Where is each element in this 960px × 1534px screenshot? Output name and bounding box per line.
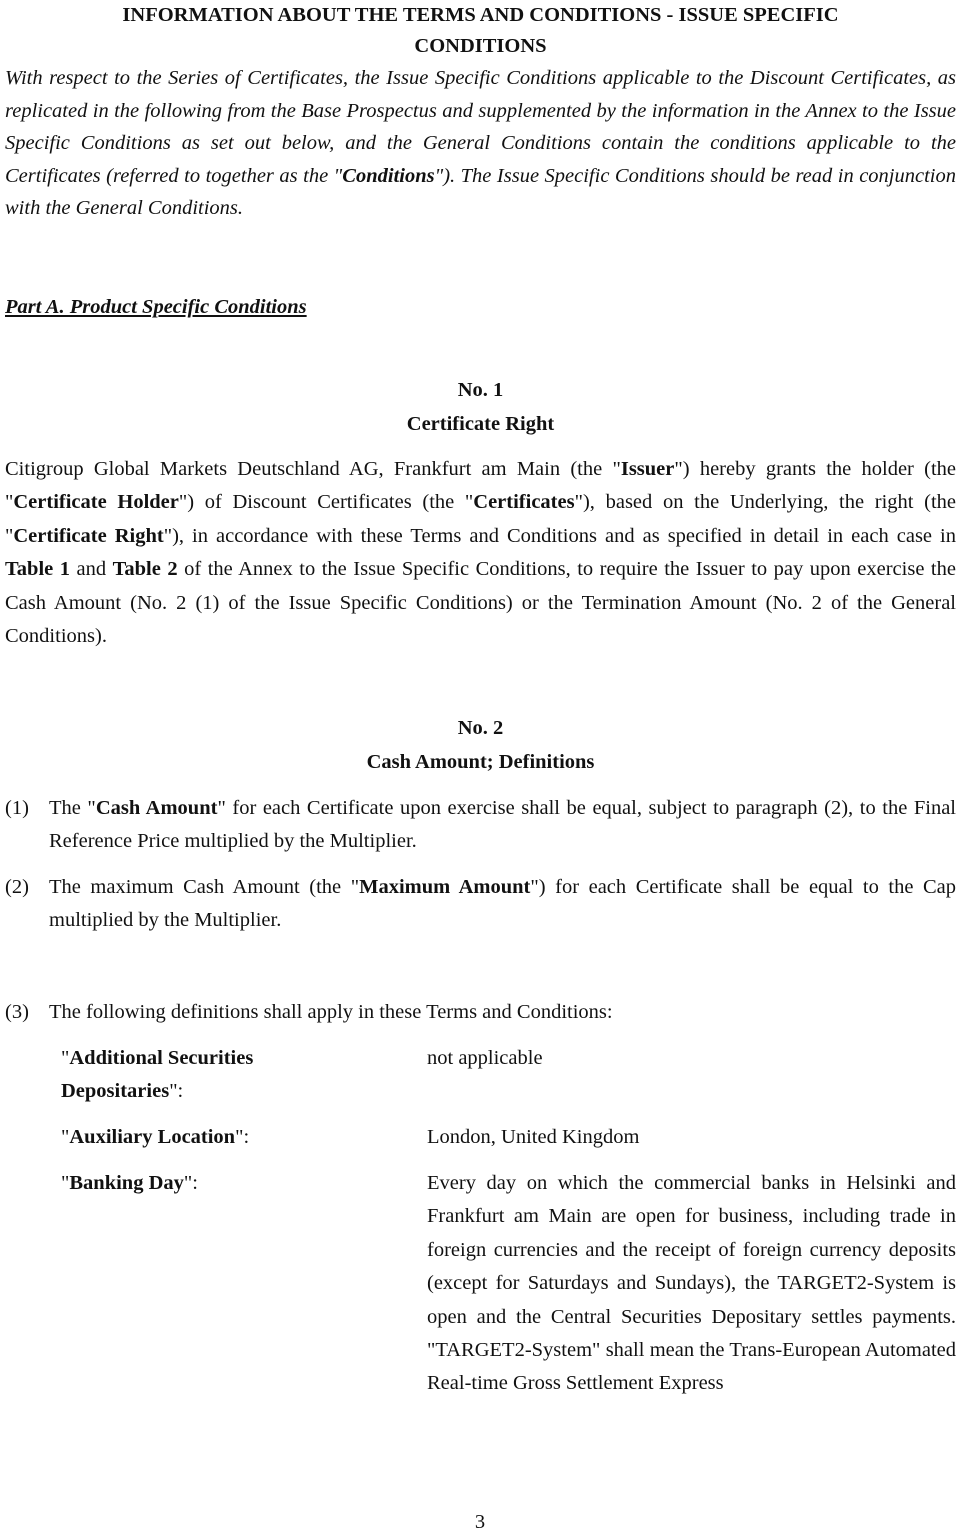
- text: The maximum Cash Amount (the ": [49, 876, 360, 898]
- quote: ": [61, 1047, 70, 1069]
- bold-table-2: Table 2: [112, 558, 178, 581]
- bold-term-certificate-right: Certificate Right: [13, 524, 164, 547]
- text: Citigroup Global Markets Deutschland AG, Frankfurt am Main (the ": [5, 458, 621, 480]
- bold-term-issuer: Issuer: [620, 458, 675, 480]
- document-page: [5, 0, 957, 1395]
- definition-value: London, United Kingdom: [427, 1126, 640, 1148]
- text: "), in accordance with these Terms and Conditions and as specified in detail in each case in: [163, 524, 956, 547]
- bold-term-maximum-amount: Maximum Amount: [359, 876, 531, 898]
- paragraph-3: [5, 996, 956, 1029]
- quote-colon: ":: [169, 1080, 184, 1103]
- section-1-title: Certificate Right: [406, 413, 555, 435]
- paragraph-text: [49, 996, 956, 1029]
- paragraph-number: (1): [5, 797, 29, 819]
- term-label: Banking Day: [69, 1172, 184, 1194]
- text: The ": [49, 797, 96, 819]
- heading-line-2: CONDITIONS: [414, 35, 547, 57]
- part-a-title: Part A. Product Specific Conditions: [5, 296, 307, 318]
- bold-term-cash-amount: Cash Amount: [95, 797, 218, 819]
- term-label: Auxiliary Location: [69, 1126, 236, 1148]
- definition-term: [61, 1121, 321, 1154]
- term-label: Additional Securities Depositaries: [61, 1047, 254, 1103]
- paragraph-1: [5, 792, 956, 859]
- text: " for each Certificate upon exercise shall be equal, subject to paragraph (2), to the Final Reference Price multiplied by the Multiplier.: [49, 797, 956, 853]
- certificate-right-paragraph: [5, 453, 956, 653]
- bold-term-certificates: Certificates: [473, 491, 575, 514]
- heading-line-1: INFORMATION ABOUT THE TERMS AND CONDITIONS - ISSUE SPECIFIC: [122, 4, 839, 26]
- bold-table-1: Table 1: [5, 558, 70, 581]
- section-2-number: No. 2: [457, 717, 504, 739]
- text: "), based on the Underlying, the right (the ": [5, 491, 957, 547]
- text: ") for each Certificate shall be equal to the Cap multiplied by the Multiplier.: [49, 876, 957, 932]
- quote-colon: ":: [235, 1126, 250, 1148]
- intro-text-end: "). The Issue Specific Conditions should be read in conjunction with the General Conditions.: [5, 164, 956, 219]
- quote: ": [61, 1126, 70, 1148]
- document-heading: [5, 0, 956, 62]
- intro-text: With respect to the Series of Certificates, the Issue Specific Conditions applicable to the Discount Certificates, as replicated in the following from the Base Prospectus and supplemented by the information in the Annex to the Issue Specific Conditions as set out below, and the General Conditions contain the conditions applicable to the Certificates (referred to together as the ": [5, 67, 956, 187]
- quote-colon: ":: [183, 1172, 198, 1194]
- paragraph-number: (2): [5, 876, 29, 898]
- definition-term: [61, 1167, 321, 1200]
- text: and: [70, 558, 113, 581]
- text: of the Annex to the Issue Specific Conditions, to require the Issuer to pay upon exercise the Cash Amount (No. 2 (1) of the Issue Specific Conditions) or the Termination Amount (No. 2 of the General Conditions).: [5, 558, 956, 648]
- intro-bold-term: Conditions: [342, 164, 435, 187]
- page-number: 3: [474, 1511, 486, 1533]
- quote: ": [61, 1172, 70, 1194]
- section-1-number: No. 1: [457, 379, 504, 401]
- paragraph-number: (3): [5, 1001, 29, 1023]
- paragraph-text: [49, 871, 956, 938]
- definition-term: [61, 1042, 321, 1109]
- paragraph-text: [49, 792, 956, 859]
- text: The following definitions shall apply in these Terms and Conditions:: [49, 1001, 613, 1023]
- section-2-title: Cash Amount; Definitions: [366, 751, 595, 773]
- definition-value: not applicable: [427, 1047, 543, 1069]
- text: ") hereby grants the holder (the ": [5, 458, 956, 514]
- intro-paragraph: [5, 62, 956, 225]
- bold-term-certificate-holder: Certificate Holder: [13, 491, 179, 514]
- text: ") of Discount Certificates (the ": [178, 491, 474, 514]
- definition-value: Every day on which the commercial banks in Helsinki and Frankfurt am Main are open for business, including trade in foreign currencies and the receipt of foreign currency deposits (except for Saturdays and Sundays), the TARGET2-System is open and the Central Securities Depositary settles payments. "TARGET2-System" shall mean the Trans-European Automated Real-time Gross Settlement Express: [427, 1172, 956, 1395]
- paragraph-2: [5, 871, 956, 938]
